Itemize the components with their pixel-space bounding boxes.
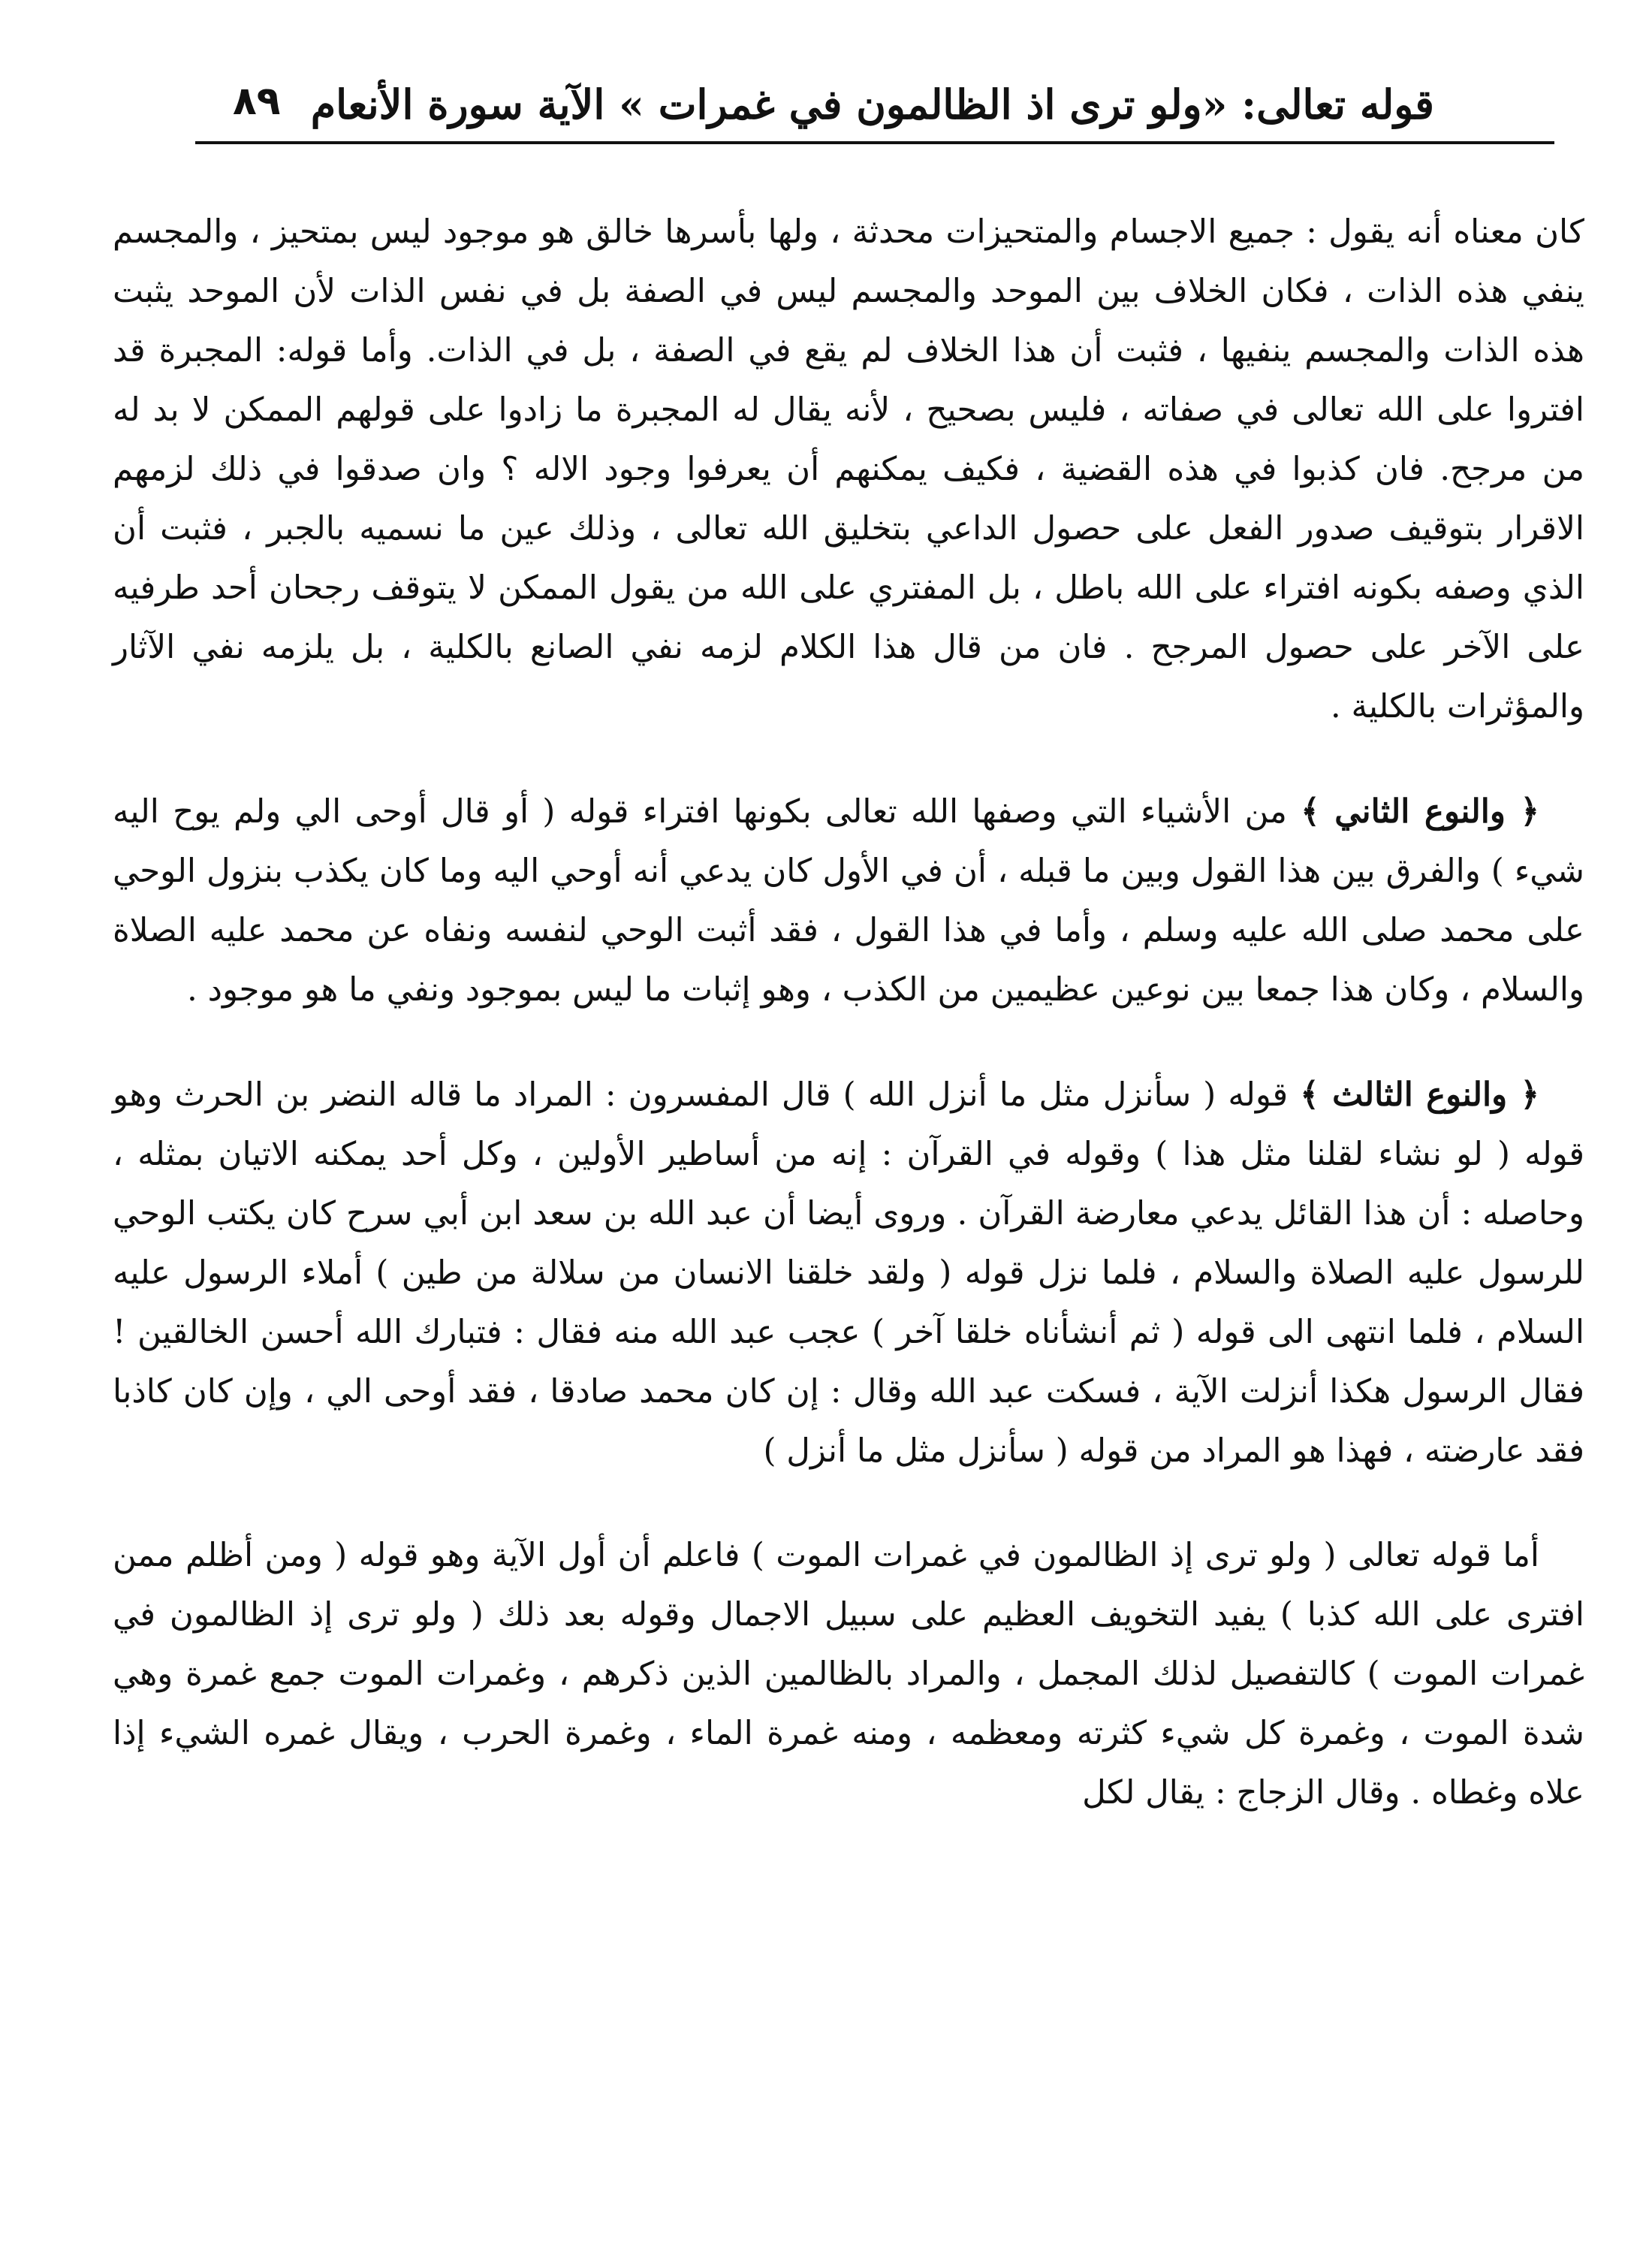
paragraph-spacer [113,737,1584,782]
paragraph-spacer [113,1020,1584,1065]
paragraph-spacer [113,1481,1584,1526]
running-header [233,69,1434,141]
paragraph-3-text: قوله ( سأنزل مثل ما أنزل الله ) قال المفسرون : المراد ما قاله النضر بن الحرث وهو قوله ( لو نشاء لقلنا مثل هذا ) وقوله في القرآن : إنه من أساطير الأولين ، وكل أحد يمكنه الاتيان بمثله ، وحاصله : أن هذا القائل يدعي معارضة القرآن . وروى أيضا أن عبد الله بن سعد ابن أبي سرح كان يكتب الوحي للرسول عليه الصلاة والسلام ، فلما نزل قوله ( ولقد خلقنا الانسان من سلالة من طين ) أملاء الرسول عليه السلام ، فلما انتهى الى قوله ( ثم أنشأناه خلقا آخر ) عجب عبد الله منه فقال : فتبارك الله أحسن الخالقين ! فقال الرسول هكذا أنزلت الآية ، فسكت عبد الله وقال : إن كان محمد صادقا ، فقد أوحى الي ، وإن كان كاذبا فقد عارضته ، فهذا هو المراد من قوله ( سأنزل مثل ما أنزل ) [113,1076,1585,1470]
paragraph-4-text: أما قوله تعالى ( ولو ترى إذ الظالمون في غمرات الموت ) فاعلم أن أول الآية وهو قوله ( ومن أظلم ممن افترى على الله كذبا ) يفيد التخويف العظيم على سبيل الاجمال وقوله بعد ذلك ( ولو ترى إذ الظالمون في غمرات الموت ) كالتفصيل لذلك المجمل ، والمراد بالظالمين الذين ذكرهم ، وغمرات الموت جمع غمرة وهي شدة الموت ، وغمرة كل شيء كثرته ومعظمه ، ومنه غمرة الماء ، وغمرة الحرب ، ويقال غمره الشيء إذا علاه وغطاه . وقال الزجاج : يقال لكل [113,1537,1584,1812]
header-title: قوله تعالى: «ولو ترى اذ الظالمون في غمرات » الآية سورة الأنعام [310,80,1434,128]
section-heading-third-type: ﴿ والنوع الثالث ﴾ [1300,1076,1539,1114]
body-text [113,203,1584,1823]
page-number: ٨٩ [233,79,281,124]
paragraph-2-text: من الأشياء التي وصفها الله تعالى بكونها افتراء قوله ( أو قال أوحى الي ولم يوح اليه شيء ) والفرق بين هذا القول وبين ما قبله ، أن في الأول كان يدعي أنه أوحي اليه وما كان يكذب بنزول الوحي على محمد صلى الله عليه وسلم ، وأما في هذا القول ، فقد أثبت الوحي لنفسه ونفاه عن محمد عليه الصلاة والسلام ، وكان هذا جمعا بين نوعين عظيمين من الكذب ، وهو إثبات ما ليس بموجود ونفي ما هو موجود . [113,793,1584,1009]
paragraph-1 [113,203,1584,737]
paragraph-2 [113,782,1584,1020]
paragraph-3 [113,1065,1584,1481]
section-heading-second-type: ﴿ والنوع الثاني ﴾ [1301,792,1539,831]
header-divider [195,141,1554,144]
paragraph-1-text: كان معناه أنه يقول : جميع الاجسام والمتحيزات محدثة ، ولها بأسرها خالق هو موجود ليس بمتحيز ، والمجسم ينفي هذه الذات ، فكان الخلاف بين الموحد والمجسم ليس في الصفة بل في نفس الذات لأن الموحد يثبت هذه الذات والمجسم ينفيها ، فثبت أن هذا الخلاف لم يقع في الصفة ، بل في الذات. وأما قوله: المجبرة قد افتروا على الله تعالى في صفاته ، فليس بصحيح ، لأنه يقال له المجبرة ما زادوا على قولهم الممكن لا بد له من مرجح. فان كذبوا في هذه القضية ، فكيف يمكنهم أن يعرفوا وجود الاله ؟ وان صدقوا في ذلك لزمهم الاقرار بتوقيف صدور الفعل على حصول الداعي بتخليق الله تعالى ، وذلك عين ما نسميه بالجبر ، فثبت أن الذي وصفه بكونه افتراء على الله باطل ، بل المفتري على الله من يقول الممكن لا يتوقف رجحان أحد طرفيه على الآخر على حصول المرجح . فان من قال هذا الكلام لزمه نفي الصانع بالكلية ، بل يلزمه نفي الآثار والمؤثرات بالكلية . [113,213,1585,726]
paragraph-4 [113,1526,1584,1823]
